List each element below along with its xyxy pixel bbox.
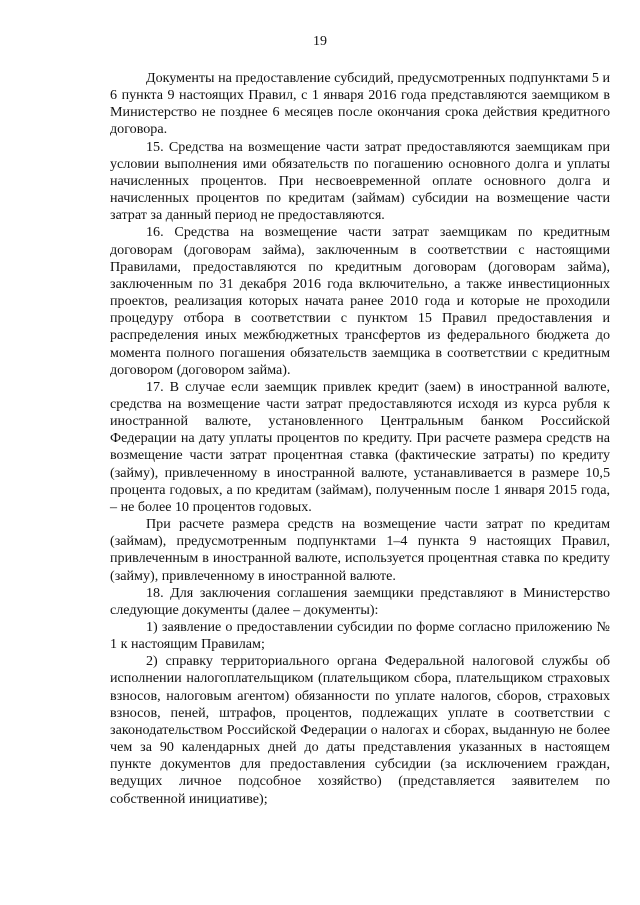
paragraph-subitem-2: 2) справку территориального органа Федеральной налоговой службы об исполнении налогоплательщиком (плательщиком сбора, плательщиком страховых взносов, налоговым агентом) обязанности по уплате налогов, сборов, страховых взносов, пеней, штрафов, процентов, подлежащих уплате в соответствии с законодательством Российской Федерации о налогах и сборах, выданную не более чем за 90 календарных дней до даты представления указанных в настоящем пункте документов для предоставления субсидии (за исключением граждан, ведущих личное подсобное хозяйство) (представляется заявителем по собственной инициативе); — [110, 653, 610, 807]
paragraph-subitem-1: 1) заявление о предоставлении субсидии по форме согласно приложению № 1 к настоящим Правилам; — [110, 619, 610, 653]
page-number: 19 — [313, 34, 327, 49]
paragraph-foreign-currency-rate: При расчете размера средств на возмещение части затрат по кредитам (займам), предусмотренным подпунктами 1–4 пункта 9 настоящих Правил, привлеченным в иностранной валюте, используется процентная ставка по кредиту (займу), привлеченному в иностранной валюте. — [110, 516, 610, 584]
paragraph-item-16: 16. Средства на возмещение части затрат заемщикам по кредитным договорам (договорам займа), заключенным в соответствии с настоящими Правилами, предоставляются по кредитным договорам (договорам займа), заключенным по 31 декабря 2016 года включительно, а также инвестиционных проектов, реализация которых начата ранее 2010 года и которые не проходили процедуру отбора в соответствии с пунктом 15 Правил предоставления и распределения иных межбюджетных трансфертов из федерального бюджета до момента полного погашения обязательств заемщика в соответствии с кредитным договором (договором займа). — [110, 224, 610, 378]
document-body — [110, 70, 610, 808]
paragraph-item-18: 18. Для заключения соглашения заемщики представляют в Министерство следующие документы (далее – документы): — [110, 584, 610, 618]
paragraph-item-17: 17. В случае если заемщик привлек кредит (заем) в иностранной валюте, средства на возмещение части затрат предоставляются исходя из курса рубля к иностранной валюте, установленного Центральным банком Российской Федерации на дату уплаты процентов по кредиту. При расчете размера средств на возмещение части затрат процентная ставка (фактические затраты) по кредиту (займу), привлеченному в иностранной валюте, устанавливается в размере 10,5 процента годовых, а по кредитам (займам), полученным после 1 января 2015 года, – не более 10 процентов годовых. — [110, 378, 610, 515]
paragraph-item-15: 15. Средства на возмещение части затрат предоставляются заемщикам при условии выполнения ими обязательств по погашению основного долга и уплаты начисленных процентов. При несвоевременной оплате основного долга и начисленных процентов по кредитам (займам) субсидии на возмещение части затрат за данный период не предоставляются. — [110, 138, 610, 224]
paragraph-documents-deadline: Документы на предоставление субсидий, предусмотренных подпунктами 5 и 6 пункта 9 настоящих Правил, с 1 января 2016 года представляются заемщиком в Министерство не позднее 6 месяцев после окончания срока действия кредитного договора. — [110, 70, 610, 138]
